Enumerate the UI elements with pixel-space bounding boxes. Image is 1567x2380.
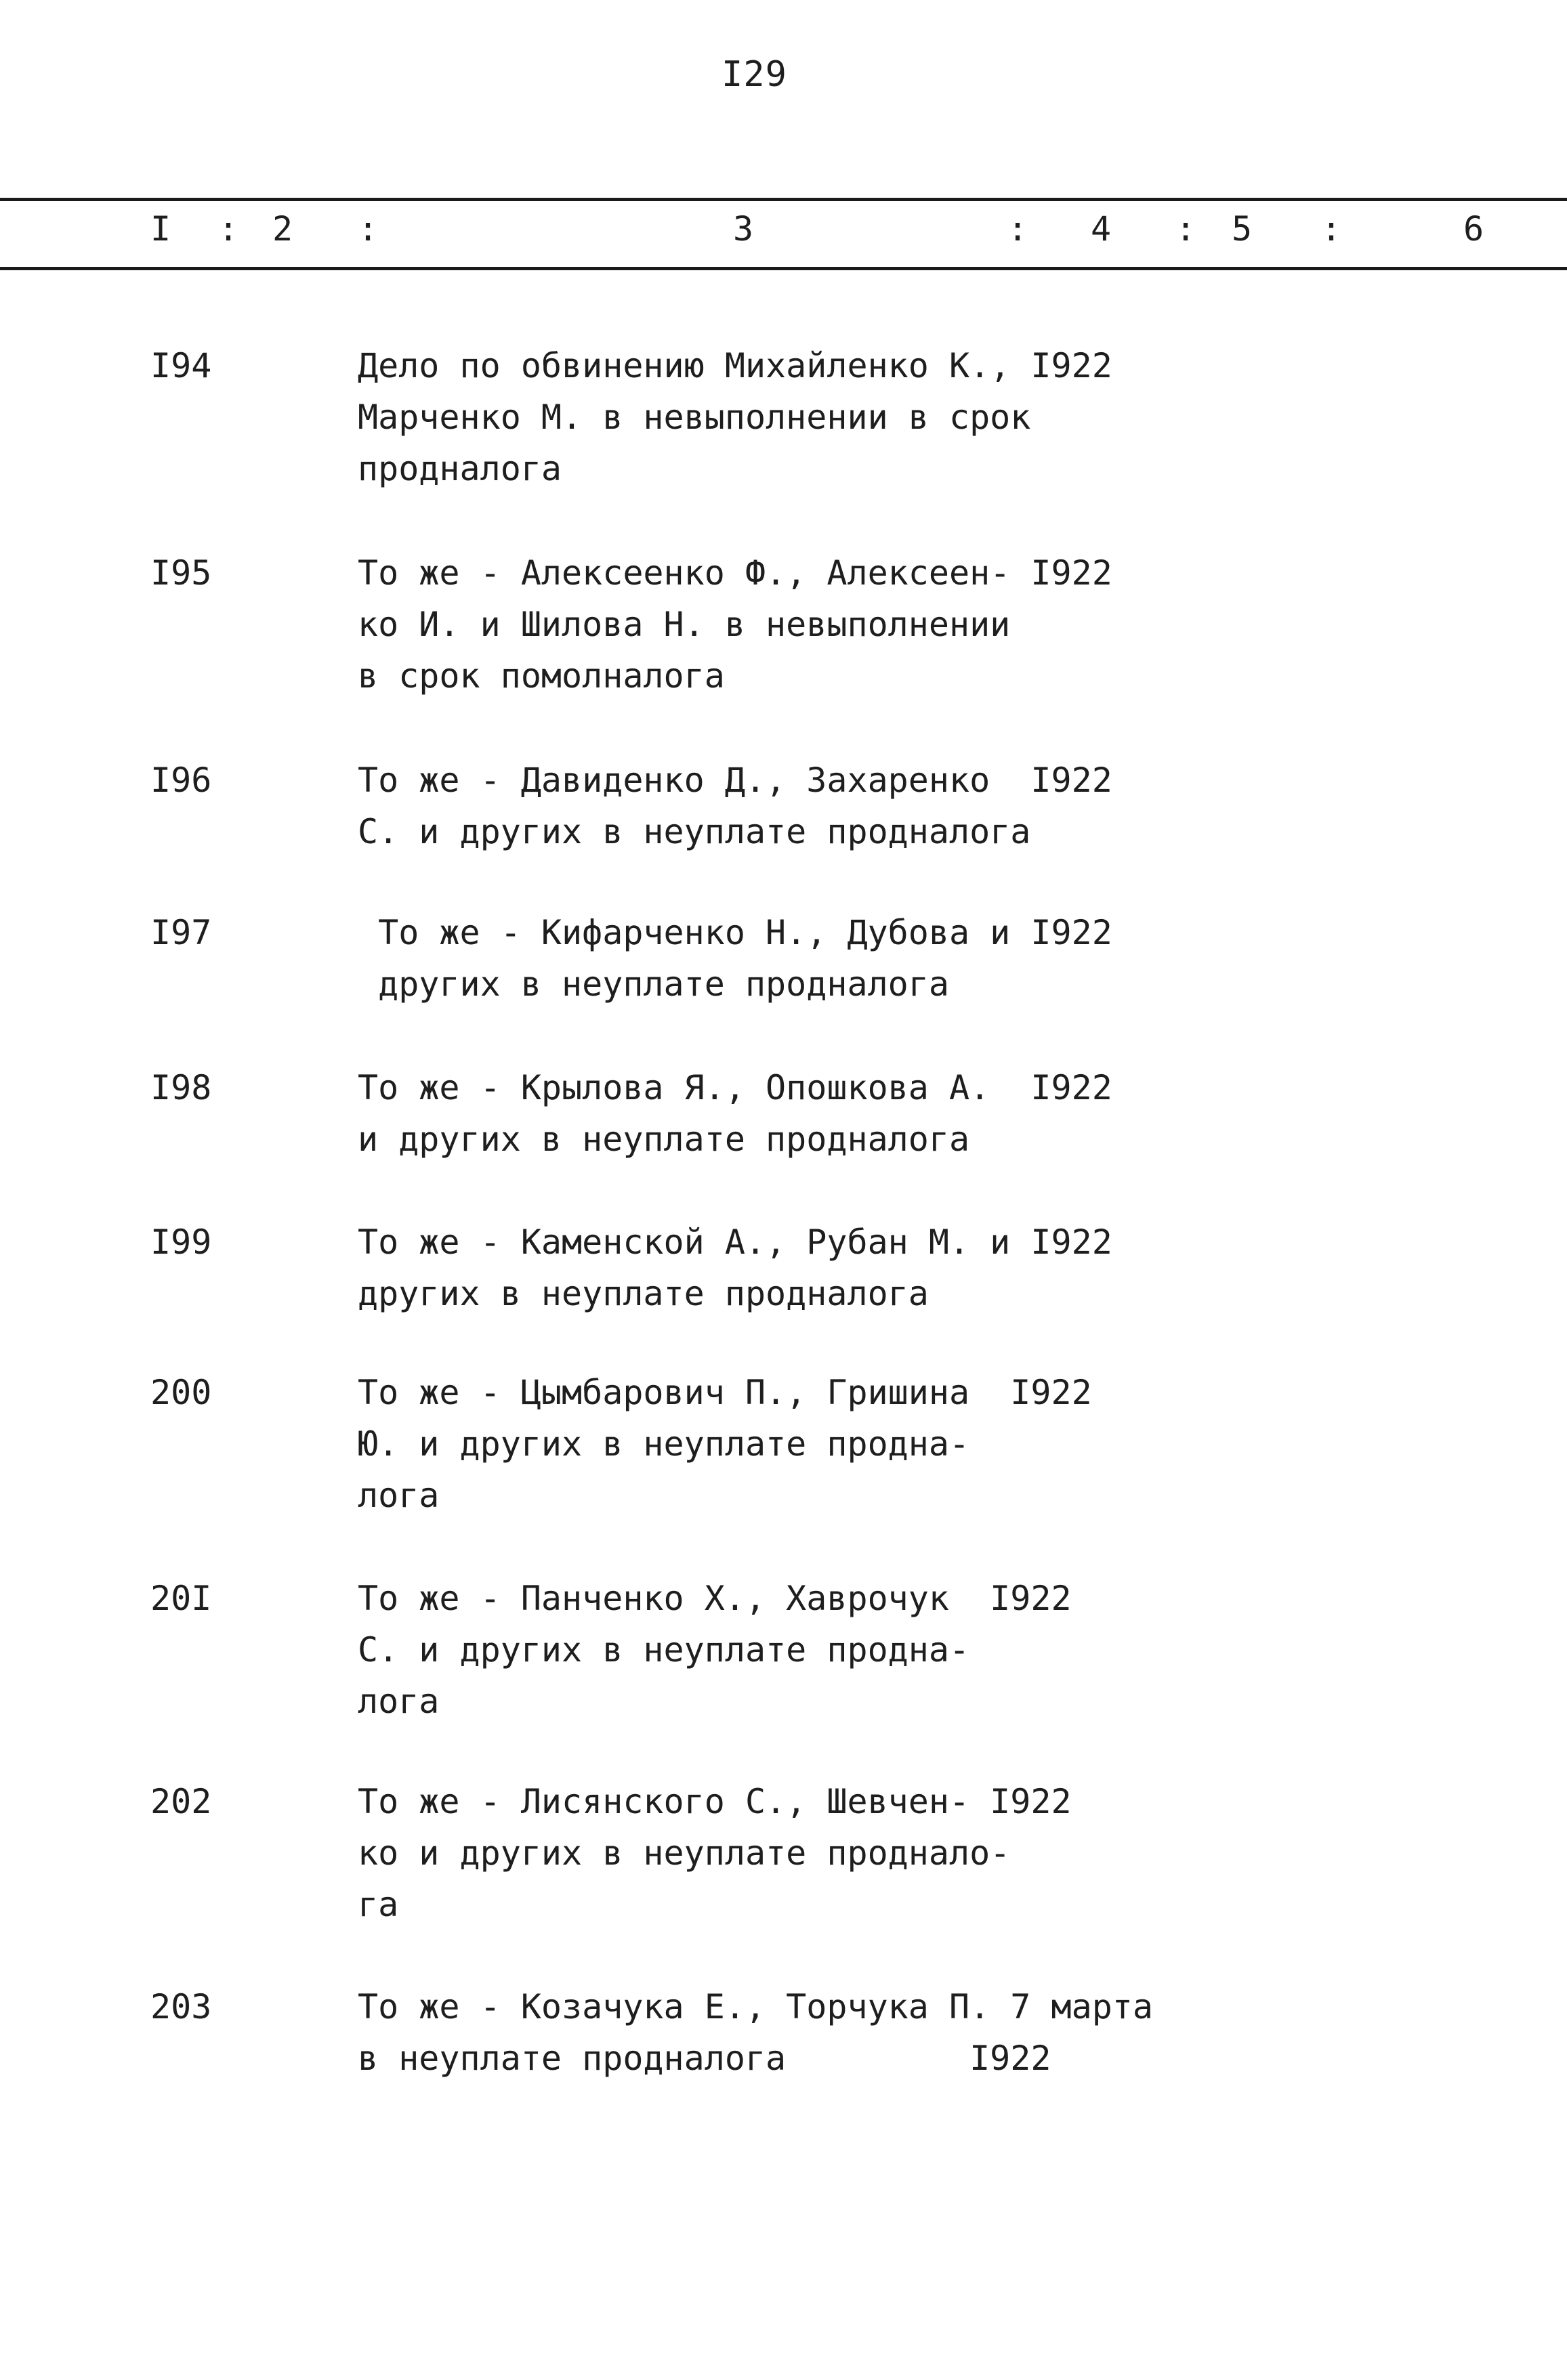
entry-number: 203 bbox=[150, 1987, 212, 2026]
entry-description: То же - Цымбарович П., Гришина I922 Ю. и других в неуплате продна- лога bbox=[358, 1373, 1092, 1515]
entry-description: То же - Давиденко Д., Захаренко I922 С. и других в неуплате продналога bbox=[358, 761, 1112, 851]
entry-number: 202 bbox=[150, 1782, 212, 1821]
entry-number: I98 bbox=[150, 1068, 212, 1107]
entry-number: 200 bbox=[150, 1373, 212, 1412]
entry-description: То же - Кифарченко Н., Дубова и I922 других в неуплате продналога bbox=[378, 913, 1112, 1004]
header-bottom-rule bbox=[0, 267, 1567, 270]
column-header-5: 5 bbox=[1232, 209, 1253, 249]
column-separator: : bbox=[218, 209, 239, 249]
column-header-2: 2 bbox=[272, 209, 293, 249]
entry-number: I94 bbox=[150, 346, 212, 385]
header-top-rule bbox=[0, 198, 1567, 201]
entry-description: То же - Каменской А., Рубан М. и I922 других в неуплате продналога bbox=[358, 1223, 1112, 1313]
column-header-6: 6 bbox=[1463, 209, 1484, 249]
column-separator: : bbox=[1007, 209, 1028, 249]
entry-description: То же - Козачука Е., Торчука П. 7 марта в неуплате продналога I922 bbox=[358, 1987, 1153, 2078]
entry-description: То же - Панченко Х., Хаврочук I922 С. и других в неуплате продна- лога bbox=[358, 1579, 1072, 1721]
column-header-4: 4 bbox=[1091, 209, 1112, 249]
column-separator: : bbox=[1321, 209, 1342, 249]
entry-number: I97 bbox=[150, 913, 212, 952]
column-header-1: I bbox=[150, 209, 171, 249]
entry-description: Дело по обвинению Михайленко К., I922 Марченко М. в невыполнении в срок продналога bbox=[358, 346, 1112, 488]
entry-number: 20I bbox=[150, 1579, 212, 1618]
column-header-3: 3 bbox=[733, 209, 754, 249]
entry-number: I95 bbox=[150, 553, 212, 593]
entry-description: То же - Лисянского С., Шевчен- I922 ко и других в неуплате проднало- га bbox=[358, 1782, 1072, 1924]
page-number: I29 bbox=[722, 54, 787, 95]
column-separator: : bbox=[1175, 209, 1196, 249]
entry-description: То же - Алексеенко Ф., Алексеен- I922 ко И. и Шилова Н. в невыполнении в срок помолналога bbox=[358, 553, 1112, 696]
entry-description: То же - Крылова Я., Опошкова А. I922 и других в неуплате продналога bbox=[358, 1068, 1112, 1159]
column-separator: : bbox=[358, 209, 379, 249]
entry-number: I96 bbox=[150, 761, 212, 800]
entry-number: I99 bbox=[150, 1223, 212, 1262]
